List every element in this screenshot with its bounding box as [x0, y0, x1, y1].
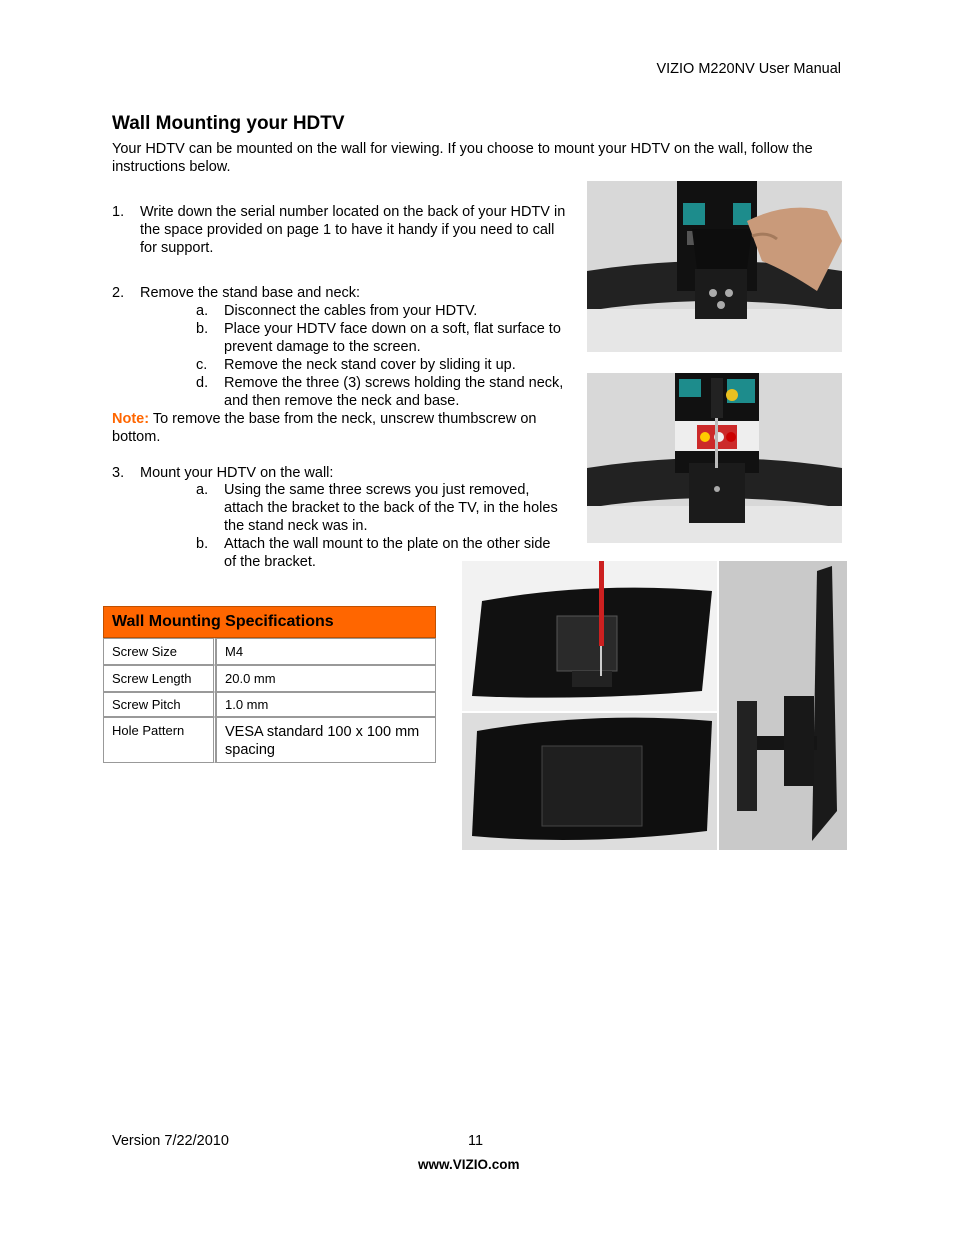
- spec-value: M4: [216, 638, 436, 665]
- step-2a: [196, 302, 576, 320]
- sub-text: Attach the wall mount to the plate on the other side of the bracket.: [224, 536, 551, 570]
- table-row: [103, 638, 436, 665]
- step-1: [112, 203, 572, 257]
- spec-value: VESA standard 100 x 100 mm spacing: [216, 717, 436, 763]
- sub-letter: b.: [196, 321, 209, 337]
- sub-letter: a.: [196, 482, 209, 498]
- step-3a: [196, 481, 558, 534]
- spec-value: 20.0 mm: [216, 665, 436, 692]
- spec-label: Screw Size: [103, 638, 216, 665]
- step-2d: [196, 374, 576, 409]
- intro-paragraph: Your HDTV can be mounted on the wall for viewing. If you choose to mount your HDTV on the wall, follow the instructions below.: [112, 141, 813, 175]
- step-2: [112, 284, 572, 302]
- step-number: 1.: [112, 204, 125, 220]
- photo-wall-mount-collage-illustration: [462, 561, 847, 850]
- photo-wall-mount-collage: [462, 561, 847, 850]
- spec-table-title: Wall Mounting Specifications: [103, 606, 436, 638]
- note-text: To remove the base from the neck, unscrew thumbscrew on bottom.: [112, 411, 537, 445]
- sub-letter: c.: [196, 357, 208, 373]
- spec-label: Screw Length: [103, 665, 216, 692]
- note-label: Note:: [112, 411, 150, 427]
- step-text: Write down the serial number located on the back of your HDTV in the space provided on page 1 to have it handy if you need to call for support.: [140, 204, 566, 256]
- sub-letter: b.: [196, 536, 209, 552]
- table-row: [103, 717, 436, 763]
- sub-text: Disconnect the cables from your HDTV.: [224, 303, 478, 319]
- sub-letter: d.: [196, 375, 209, 391]
- step-3b: [196, 535, 558, 570]
- sub-text: Remove the neck stand cover by sliding it up.: [224, 357, 516, 373]
- manual-header: VIZIO M220NV User Manual: [656, 61, 841, 77]
- note: [112, 410, 574, 446]
- footer-version: Version 7/22/2010: [112, 1133, 229, 1149]
- sub-text: Remove the three (3) screws holding the stand neck, and then remove the neck and base.: [224, 375, 564, 409]
- step-text: Remove the stand base and neck:: [140, 285, 361, 301]
- step-2c: [196, 356, 576, 374]
- step-3: [112, 464, 572, 482]
- photo-neck-cover: [587, 181, 842, 352]
- wall-mounting-specifications-table: [103, 606, 436, 763]
- photo-remove-screws-illustration: [587, 373, 842, 543]
- table-row: [103, 665, 436, 692]
- photo-remove-screws: [587, 373, 842, 543]
- section-title: Wall Mounting your HDTV: [112, 113, 345, 134]
- sub-text: Place your HDTV face down on a soft, flat surface to prevent damage to the screen.: [224, 321, 561, 355]
- photo-neck-cover-illustration: [587, 181, 842, 352]
- footer-url: www.VIZIO.com: [418, 1157, 520, 1172]
- sub-letter: a.: [196, 303, 209, 319]
- step-number: 3.: [112, 465, 125, 481]
- step-2b: [196, 320, 576, 355]
- spec-label: Screw Pitch: [103, 692, 216, 717]
- step-number: 2.: [112, 285, 125, 301]
- sub-text: Using the same three screws you just removed, attach the bracket to the back of the TV, in the holes the stand neck was in.: [224, 482, 558, 534]
- spec-value: 1.0 mm: [216, 692, 436, 717]
- table-row: [103, 692, 436, 717]
- step-text: Mount your HDTV on the wall:: [140, 465, 334, 481]
- page-number: 11: [468, 1133, 484, 1149]
- spec-label: Hole Pattern: [103, 717, 216, 763]
